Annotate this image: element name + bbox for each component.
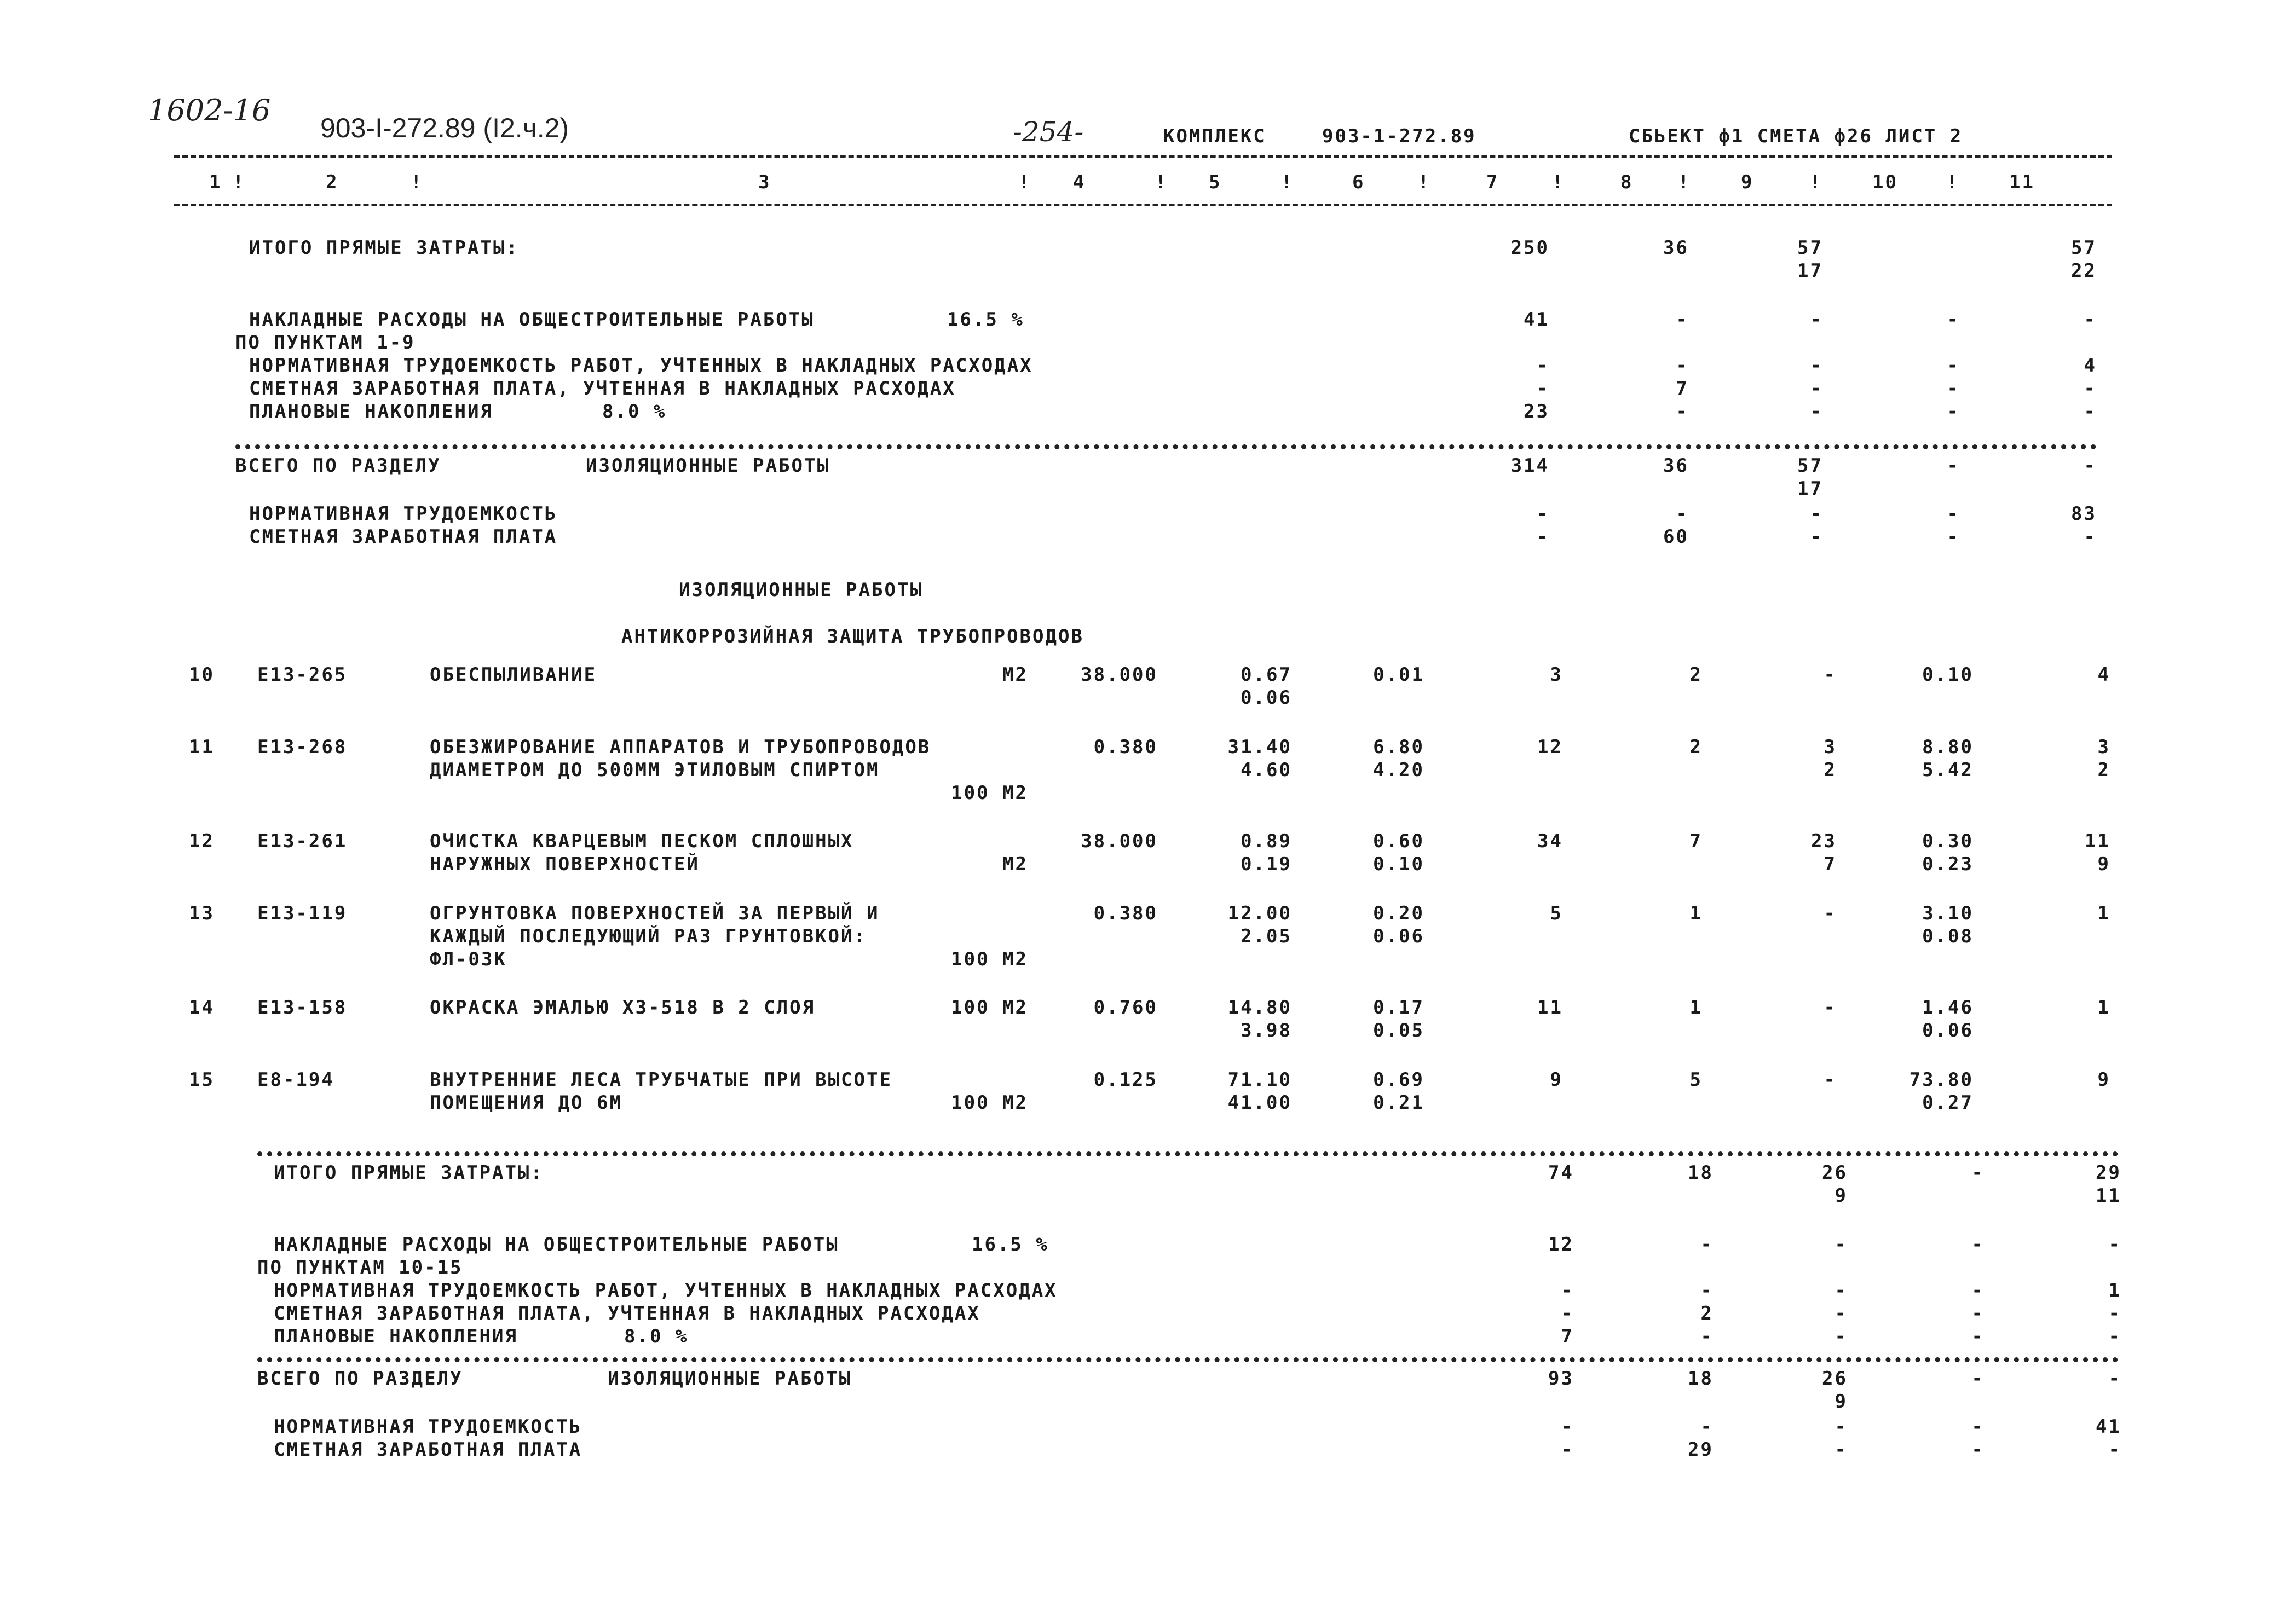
column-number-8: 8 bbox=[1620, 171, 1634, 193]
row-wage: 2 bbox=[1689, 736, 1703, 758]
row-description: ДИАМЕТРОМ ДО 500ММ ЭТИЛОВЫМ СПИРТОМ bbox=[430, 759, 880, 781]
labor-c9: - bbox=[1810, 503, 1823, 525]
row-machine: 3 bbox=[1824, 736, 1837, 758]
total-direct-label: ИТОГО ПРЯМЫЕ ЗАТРАТЫ: bbox=[274, 1162, 544, 1184]
row-unit-machine: 6.80 bbox=[1373, 736, 1424, 758]
overhead-c11: - bbox=[2108, 1234, 2121, 1255]
page-number: -254- bbox=[1013, 116, 1084, 148]
savings-c9: - bbox=[1835, 1326, 1848, 1347]
wage-c8: 60 bbox=[1663, 526, 1689, 548]
row-machine: - bbox=[1824, 997, 1837, 1018]
column-separator: ! bbox=[1018, 171, 1031, 193]
row-unit-machine: 0.01 bbox=[1373, 664, 1424, 686]
row-number: 13 bbox=[189, 902, 215, 924]
total-direct-c11: 57 bbox=[2071, 237, 2097, 259]
wage-overhead-c9: - bbox=[1835, 1303, 1848, 1324]
column-separator: ! bbox=[1946, 171, 1959, 193]
row-labor-total: 3 bbox=[2097, 736, 2110, 758]
labor-label: НОРМАТИВНАЯ ТРУДОЕМКОСТЬ bbox=[249, 503, 558, 525]
row-labor-unit: 0.27 bbox=[1922, 1092, 1974, 1114]
row-unit-cost: 31.40 bbox=[1227, 736, 1292, 758]
row-description: ОКРАСКА ЭМАЛЬЮ ХЗ-518 В 2 СЛОЯ bbox=[430, 997, 816, 1018]
column-separator: ! bbox=[411, 171, 424, 193]
row-code: Е13-261 bbox=[257, 830, 348, 852]
labor-overhead-c7: - bbox=[1536, 355, 1549, 377]
wage-overhead-c9: - bbox=[1810, 378, 1823, 400]
row-labor-total: 11 bbox=[2085, 830, 2110, 852]
overhead-label: НАКЛАДНЫЕ РАСХОДЫ НА ОБЩЕСТРОИТЕЛЬНЫЕ РАБОТЫ bbox=[274, 1234, 839, 1255]
row-quantity: 38.000 bbox=[1081, 664, 1158, 686]
row-code: Е13-268 bbox=[257, 736, 348, 758]
labor-c7: - bbox=[1561, 1416, 1574, 1438]
wage-c8: 29 bbox=[1688, 1439, 1714, 1461]
section-total-name: ИЗОЛЯЦИОННЫЕ РАБОТЫ bbox=[586, 455, 830, 477]
section-total-c9-second: 17 bbox=[1797, 478, 1823, 500]
overhead-c9: - bbox=[1835, 1234, 1848, 1255]
savings-c11: - bbox=[2084, 401, 2097, 423]
section-total-label: ВСЕГО ПО РАЗДЕЛУ bbox=[235, 455, 441, 477]
row-labor-unit: 8.80 bbox=[1922, 736, 1974, 758]
section-total-c11: - bbox=[2084, 455, 2097, 477]
total-direct-c11-second: 22 bbox=[2071, 260, 2097, 282]
row-unit-cost: 0.67 bbox=[1241, 664, 1292, 686]
section-total-c11: - bbox=[2108, 1368, 2121, 1390]
row-labor-unit: 0.23 bbox=[1922, 853, 1974, 875]
wage-label: СМЕТНАЯ ЗАРАБОТНАЯ ПЛАТА bbox=[274, 1439, 582, 1461]
savings-c10: - bbox=[1971, 1326, 1985, 1347]
row-number: 14 bbox=[189, 997, 215, 1018]
savings-c7: 7 bbox=[1561, 1326, 1574, 1347]
labor-label: НОРМАТИВНАЯ ТРУДОЕМКОСТЬ bbox=[274, 1416, 582, 1438]
object-sheet-info: СБЬЕКТ ф1 СМЕТА ф26 ЛИСТ 2 bbox=[1629, 125, 1963, 147]
wage-overhead-c8: 2 bbox=[1700, 1303, 1714, 1324]
wage-overhead-c11: - bbox=[2084, 378, 2097, 400]
row-total-cost: 12 bbox=[1537, 736, 1563, 758]
row-unit-cost: 2.05 bbox=[1241, 925, 1292, 947]
dotted-separator bbox=[257, 1151, 2119, 1156]
column-separator: ! bbox=[1155, 171, 1168, 193]
labor-overhead-c10: - bbox=[1971, 1280, 1985, 1301]
section-total-label: ВСЕГО ПО РАЗДЕЛУ bbox=[257, 1368, 463, 1390]
row-unit: 100 М2 bbox=[951, 1092, 1028, 1114]
labor-c8: - bbox=[1700, 1416, 1714, 1438]
row-labor-unit: 5.42 bbox=[1922, 759, 1974, 781]
savings-c7: 23 bbox=[1524, 401, 1549, 423]
labor-c7: - bbox=[1536, 503, 1549, 525]
overhead-c7: 12 bbox=[1548, 1234, 1574, 1255]
row-unit-machine: 0.60 bbox=[1373, 830, 1424, 852]
row-unit-cost: 4.60 bbox=[1241, 759, 1292, 781]
total-direct-c9-second: 9 bbox=[1835, 1185, 1848, 1207]
row-unit-cost: 14.80 bbox=[1227, 997, 1292, 1018]
column-number-9: 9 bbox=[1741, 171, 1754, 193]
labor-overhead-label: НОРМАТИВНАЯ ТРУДОЕМКОСТЬ РАБОТ, УЧТЕННЫХ В НАКЛАДНЫХ РАСХОДАХ bbox=[274, 1280, 1058, 1301]
row-total-cost: 9 bbox=[1550, 1069, 1563, 1091]
column-number-3: 3 bbox=[758, 171, 771, 193]
row-unit-machine: 0.69 bbox=[1373, 1069, 1424, 1091]
labor-c11: 41 bbox=[2096, 1416, 2121, 1438]
row-labor-unit: 0.30 bbox=[1922, 830, 1974, 852]
column-number-6: 6 bbox=[1352, 171, 1365, 193]
labor-overhead-label: НОРМАТИВНАЯ ТРУДОЕМКОСТЬ РАБОТ, УЧТЕННЫХ В НАКЛАДНЫХ РАСХОДАХ bbox=[249, 355, 1033, 377]
row-labor-unit: 1.46 bbox=[1922, 997, 1974, 1018]
row-total-cost: 11 bbox=[1537, 997, 1563, 1018]
row-wage: 5 bbox=[1689, 1069, 1703, 1091]
column-number-10: 10 bbox=[1872, 171, 1898, 193]
row-wage: 7 bbox=[1689, 830, 1703, 852]
row-total-cost: 3 bbox=[1550, 664, 1563, 686]
row-unit-machine: 4.20 bbox=[1373, 759, 1424, 781]
savings-c10: - bbox=[1947, 401, 1960, 423]
overhead-c10: - bbox=[1947, 309, 1960, 331]
wage-c10: - bbox=[1947, 526, 1960, 548]
column-number-2: 2 bbox=[326, 171, 339, 193]
row-unit-machine: 0.17 bbox=[1373, 997, 1424, 1018]
row-code: Е13-119 bbox=[257, 902, 348, 924]
row-description: ВНУТРЕННИЕ ЛЕСА ТРУБЧАТЫЕ ПРИ ВЫСОТЕ bbox=[430, 1069, 892, 1091]
column-separator: ! bbox=[1809, 171, 1822, 193]
savings-label: ПЛАНОВЫЕ НАКОПЛЕНИЯ bbox=[274, 1326, 518, 1347]
row-quantity: 0.760 bbox=[1093, 997, 1158, 1018]
row-unit-cost: 71.10 bbox=[1227, 1069, 1292, 1091]
overhead-percent: 16.5 % bbox=[947, 309, 1024, 331]
total-direct-c7: 250 bbox=[1510, 237, 1549, 259]
section-total-c9-second: 9 bbox=[1835, 1391, 1848, 1413]
total-direct-c9: 57 bbox=[1797, 237, 1823, 259]
labor-overhead-c8: - bbox=[1700, 1280, 1714, 1301]
row-quantity: 38.000 bbox=[1081, 830, 1158, 852]
row-machine: - bbox=[1824, 902, 1837, 924]
wage-overhead-c10: - bbox=[1947, 378, 1960, 400]
row-machine: - bbox=[1824, 1069, 1837, 1091]
labor-c10: - bbox=[1947, 503, 1960, 525]
total-direct-c7: 74 bbox=[1548, 1162, 1574, 1184]
row-number: 15 bbox=[189, 1069, 215, 1091]
row-labor-unit: 0.06 bbox=[1922, 1020, 1974, 1041]
row-unit-machine: 0.06 bbox=[1373, 925, 1424, 947]
total-direct-c8: 36 bbox=[1663, 237, 1689, 259]
document-code: 903-I-272.89 (I2.ч.2) bbox=[320, 113, 569, 143]
row-description: ОГРУНТОВКА ПОВЕРХНОСТЕЙ ЗА ПЕРВЫЙ И bbox=[430, 902, 880, 924]
row-unit-machine: 0.10 bbox=[1373, 853, 1424, 875]
wage-c9: - bbox=[1835, 1439, 1848, 1461]
wage-overhead-c7: - bbox=[1561, 1303, 1574, 1324]
overhead-c8: - bbox=[1700, 1234, 1714, 1255]
wage-c7: - bbox=[1561, 1439, 1574, 1461]
kompleks-code: 903-1-272.89 bbox=[1322, 125, 1476, 147]
row-description: ОБЕСПЫЛИВАНИЕ bbox=[430, 664, 597, 686]
labor-overhead-c9: - bbox=[1810, 355, 1823, 377]
savings-label: ПЛАНОВЫЕ НАКОПЛЕНИЯ bbox=[249, 401, 493, 423]
row-labor-unit: 0.10 bbox=[1922, 664, 1974, 686]
savings-c8: - bbox=[1700, 1326, 1714, 1347]
row-number: 10 bbox=[189, 664, 215, 686]
labor-overhead-c7: - bbox=[1561, 1280, 1574, 1301]
row-unit-cost: 3.98 bbox=[1241, 1020, 1292, 1041]
row-machine: 23 bbox=[1811, 830, 1837, 852]
row-labor-total: 4 bbox=[2097, 664, 2110, 686]
row-code: Е13-158 bbox=[257, 997, 348, 1018]
savings-percent: 8.0 % bbox=[624, 1326, 689, 1347]
wage-c7: - bbox=[1536, 526, 1549, 548]
row-machine: 2 bbox=[1824, 759, 1837, 781]
labor-c8: - bbox=[1676, 503, 1689, 525]
section-total-c8: 18 bbox=[1688, 1368, 1714, 1390]
row-description: ФЛ-03К bbox=[430, 948, 507, 970]
overhead-c7: 41 bbox=[1524, 309, 1549, 331]
column-separator: ! bbox=[1281, 171, 1294, 193]
row-description: КАЖДЫЙ ПОСЛЕДУЮЩИЙ РАЗ ГРУНТОВКОЙ: bbox=[430, 925, 867, 947]
row-wage: 1 bbox=[1689, 997, 1703, 1018]
subsection-title: АНТИКОРРОЗИЙНАЯ ЗАЩИТА ТРУБОПРОВОДОВ bbox=[621, 626, 1084, 647]
labor-overhead-c9: - bbox=[1835, 1280, 1848, 1301]
total-direct-c10: - bbox=[1971, 1162, 1985, 1184]
row-description: ОЧИСТКА КВАРЦЕВЫМ ПЕСКОМ СПЛОШНЫХ bbox=[430, 830, 854, 852]
row-unit-machine: 0.21 bbox=[1373, 1092, 1424, 1114]
row-description: ПОМЕЩЕНИЯ ДО 6М bbox=[430, 1092, 623, 1114]
wage-overhead-c10: - bbox=[1971, 1303, 1985, 1324]
total-direct-c9-second: 17 bbox=[1797, 260, 1823, 282]
overhead-c11: - bbox=[2084, 309, 2097, 331]
row-unit: 100 М2 bbox=[951, 997, 1028, 1018]
column-separator: ! bbox=[233, 171, 246, 193]
wage-overhead-label: СМЕТНАЯ ЗАРАБОТНАЯ ПЛАТА, УЧТЕННАЯ В НАКЛАДНЫХ РАСХОДАХ bbox=[249, 378, 956, 400]
row-unit-cost: 0.89 bbox=[1241, 830, 1292, 852]
row-labor-unit: 3.10 bbox=[1922, 902, 1974, 924]
overhead-items-range: ПО ПУНКТАМ 1-9 bbox=[235, 332, 416, 354]
row-number: 11 bbox=[189, 736, 215, 758]
row-unit-machine: 0.05 bbox=[1373, 1020, 1424, 1041]
section-total-c9: 26 bbox=[1822, 1368, 1848, 1390]
dotted-separator bbox=[257, 1357, 2119, 1362]
row-quantity: 0.380 bbox=[1093, 902, 1158, 924]
savings-c9: - bbox=[1810, 401, 1823, 423]
overhead-percent: 16.5 % bbox=[972, 1234, 1049, 1255]
row-machine: - bbox=[1824, 664, 1837, 686]
wage-c11: - bbox=[2084, 526, 2097, 548]
labor-overhead-c11: 4 bbox=[2084, 355, 2097, 377]
row-description: ОБЕЗЖИРОВАНИЕ АППАРАТОВ И ТРУБОПРОВОДОВ bbox=[430, 736, 931, 758]
row-labor-unit: 73.80 bbox=[1909, 1069, 1974, 1091]
column-separator: ! bbox=[1552, 171, 1565, 193]
wage-c9: - bbox=[1810, 526, 1823, 548]
section-total-c10: - bbox=[1971, 1368, 1985, 1390]
labor-overhead-c8: - bbox=[1676, 355, 1689, 377]
wage-c11: - bbox=[2108, 1439, 2121, 1461]
total-direct-c8: 18 bbox=[1688, 1162, 1714, 1184]
section-title: ИЗОЛЯЦИОННЫЕ РАБОТЫ bbox=[679, 579, 923, 601]
section-total-c8: 36 bbox=[1663, 455, 1689, 477]
rule-header-bottom bbox=[174, 204, 2112, 206]
total-direct-label: ИТОГО ПРЯМЫЕ ЗАТРАТЫ: bbox=[249, 237, 519, 259]
row-unit-cost: 0.06 bbox=[1241, 687, 1292, 709]
row-unit-cost: 0.19 bbox=[1241, 853, 1292, 875]
dotted-separator bbox=[235, 444, 2097, 449]
section-total-c10: - bbox=[1947, 455, 1960, 477]
row-labor-unit: 0.08 bbox=[1922, 925, 1974, 947]
column-number-5: 5 bbox=[1209, 171, 1222, 193]
labor-c9: - bbox=[1835, 1416, 1848, 1438]
section-total-c7: 93 bbox=[1548, 1368, 1574, 1390]
wage-c10: - bbox=[1971, 1439, 1985, 1461]
row-wage: 2 bbox=[1689, 664, 1703, 686]
column-number-11: 11 bbox=[2009, 171, 2035, 193]
total-direct-c11: 29 bbox=[2096, 1162, 2121, 1184]
row-labor-total: 1 bbox=[2097, 997, 2110, 1018]
row-labor-total: 2 bbox=[2097, 759, 2110, 781]
row-total-cost: 5 bbox=[1550, 902, 1563, 924]
column-number-4: 4 bbox=[1073, 171, 1086, 193]
labor-c10: - bbox=[1971, 1416, 1985, 1438]
row-unit: М2 bbox=[1002, 853, 1028, 875]
overhead-items-range: ПО ПУНКТАМ 10-15 bbox=[257, 1257, 463, 1278]
row-unit: М2 bbox=[1002, 664, 1028, 686]
row-quantity: 0.380 bbox=[1093, 736, 1158, 758]
row-unit-cost: 41.00 bbox=[1227, 1092, 1292, 1114]
row-unit: 100 М2 bbox=[951, 782, 1028, 804]
row-unit-cost: 12.00 bbox=[1227, 902, 1292, 924]
row-labor-total: 1 bbox=[2097, 902, 2110, 924]
overhead-c9: - bbox=[1810, 309, 1823, 331]
kompleks-label: КОМПЛЕКС bbox=[1163, 125, 1266, 147]
total-direct-c11-second: 11 bbox=[2096, 1185, 2121, 1207]
row-labor-total: 9 bbox=[2097, 1069, 2110, 1091]
wage-overhead-label: СМЕТНАЯ ЗАРАБОТНАЯ ПЛАТА, УЧТЕННАЯ В НАКЛАДНЫХ РАСХОДАХ bbox=[274, 1303, 980, 1324]
column-separator: ! bbox=[1678, 171, 1691, 193]
labor-c11: 83 bbox=[2071, 503, 2097, 525]
row-unit: 100 М2 bbox=[951, 948, 1028, 970]
savings-c8: - bbox=[1676, 401, 1689, 423]
row-wage: 1 bbox=[1689, 902, 1703, 924]
wage-overhead-c7: - bbox=[1536, 378, 1549, 400]
handwritten-reference: 1602-16 bbox=[148, 93, 271, 128]
savings-percent: 8.0 % bbox=[602, 401, 667, 423]
wage-overhead-c8: 7 bbox=[1676, 378, 1689, 400]
row-total-cost: 34 bbox=[1537, 830, 1563, 852]
section-total-c9: 57 bbox=[1797, 455, 1823, 477]
total-direct-c9: 26 bbox=[1822, 1162, 1848, 1184]
overhead-label: НАКЛАДНЫЕ РАСХОДЫ НА ОБЩЕСТРОИТЕЛЬНЫЕ РАБОТЫ bbox=[249, 309, 815, 331]
row-machine: 7 bbox=[1824, 853, 1837, 875]
row-quantity: 0.125 bbox=[1093, 1069, 1158, 1091]
column-number-1: 1 bbox=[209, 171, 222, 193]
row-number: 12 bbox=[189, 830, 215, 852]
row-code: Е13-265 bbox=[257, 664, 348, 686]
overhead-c8: - bbox=[1676, 309, 1689, 331]
wage-label: СМЕТНАЯ ЗАРАБОТНАЯ ПЛАТА bbox=[249, 526, 558, 548]
column-number-7: 7 bbox=[1486, 171, 1499, 193]
wage-overhead-c11: - bbox=[2108, 1303, 2121, 1324]
row-code: Е8-194 bbox=[257, 1069, 334, 1091]
overhead-c10: - bbox=[1971, 1234, 1985, 1255]
labor-overhead-c10: - bbox=[1947, 355, 1960, 377]
row-unit-machine: 0.20 bbox=[1373, 902, 1424, 924]
section-total-c7: 314 bbox=[1510, 455, 1549, 477]
column-separator: ! bbox=[1418, 171, 1431, 193]
labor-overhead-c11: 1 bbox=[2108, 1280, 2121, 1301]
row-labor-total: 9 bbox=[2097, 853, 2110, 875]
row-description: НАРУЖНЫХ ПОВЕРХНОСТЕЙ bbox=[430, 853, 700, 875]
rule-top bbox=[174, 155, 2112, 158]
section-total-name: ИЗОЛЯЦИОННЫЕ РАБОТЫ bbox=[608, 1368, 852, 1390]
savings-c11: - bbox=[2108, 1326, 2121, 1347]
